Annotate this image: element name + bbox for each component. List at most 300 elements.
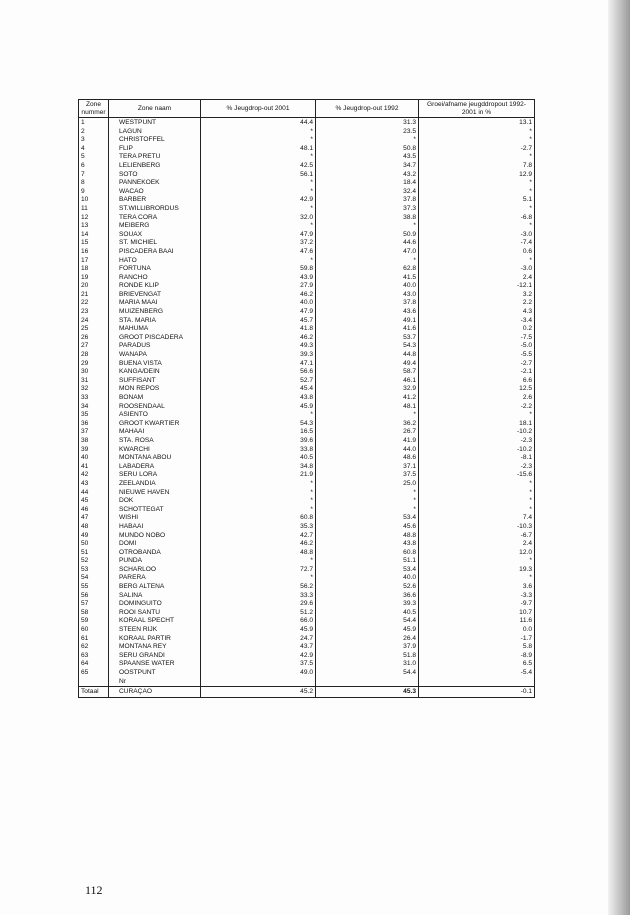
pct-2001-cell: 32.0 [201,214,316,223]
groei-cell: 4.3 [419,308,535,317]
zone-number-cell: 10 [79,196,109,205]
total-groei: -0.1 [419,687,535,698]
table-row [79,325,535,334]
pct-2001-cell: * [201,411,316,420]
pct-2001-cell: * [201,257,316,266]
groei-cell: 11.6 [419,617,535,626]
zone-name-cell: KORAAL SPECHT [109,617,201,626]
pct-2001-cell: 37.2 [201,239,316,248]
table-row [79,231,535,240]
pct-1992-cell: 48.1 [316,403,419,412]
zone-name-cell: MONTANA ABOU [109,454,201,463]
pct-1992-cell: 25.0 [316,480,419,489]
table-row [79,136,535,145]
table-row [79,214,535,223]
pct-1992-cell: 40.5 [316,609,419,618]
groei-cell: -7.5 [419,334,535,343]
table-row [79,540,535,549]
table-row [79,394,535,403]
groei-cell: * [419,574,535,583]
zone-number-cell: 63 [79,652,109,661]
zone-number-cell: 22 [79,299,109,308]
zone-number-cell: 64 [79,660,109,669]
table-row [79,592,535,601]
table-row [79,342,535,351]
zone-name-cell: DOK [109,497,201,506]
zone-name-cell: SUFFISANT [109,377,201,386]
groei-cell: 3.2 [419,291,535,300]
pct-2001-cell: * [201,153,316,162]
pct-2001-cell: 39.3 [201,351,316,360]
pct-1992-cell: 26.4 [316,635,419,644]
pct-1992-cell: 41.9 [316,437,419,446]
pct-2001-cell: 27.9 [201,282,316,291]
zone-name-cell: BARBER [109,196,201,205]
groei-cell: -15.6 [419,471,535,480]
pct-1992-cell: 48.8 [316,532,419,541]
groei-cell: -3.3 [419,592,535,601]
pct-2001-cell: * [201,128,316,137]
groei-cell: 13.1 [419,118,535,128]
header-pct-2001: % Jeugdrop-out 2001 [201,100,316,118]
pct-1992-cell: 40.0 [316,282,419,291]
zone-name-cell: WANAPA [109,351,201,360]
table-row [79,153,535,162]
pct-1992-cell: 44.6 [316,239,419,248]
pct-2001-cell: 42.5 [201,162,316,171]
pct-2001-cell: 51.2 [201,609,316,618]
zone-number-cell: 51 [79,549,109,558]
zone-name-cell: ROOSENDAAL [109,403,201,412]
pct-2001-cell: 52.7 [201,377,316,386]
pct-1992-cell: 53.4 [316,566,419,575]
groei-cell: -5.5 [419,351,535,360]
zone-number-cell: 50 [79,540,109,549]
pct-1992-cell: 18.4 [316,179,419,188]
zone-name-cell: CHRISTOFFEL [109,136,201,145]
zone-name-cell: SCHOTTEGAT [109,506,201,515]
table-row [79,480,535,489]
table-row [79,626,535,635]
zone-number-cell: 61 [79,635,109,644]
table-row [79,514,535,523]
pct-2001-cell: 59.8 [201,265,316,274]
table-row [79,454,535,463]
pct-2001-cell: * [201,205,316,214]
groei-cell: * [419,153,535,162]
groei-cell: -9.7 [419,600,535,609]
zone-name-cell: BONAM [109,394,201,403]
zone-number-cell: 3 [79,136,109,145]
groei-cell: -2.2 [419,403,535,412]
table-row [79,317,535,326]
pct-2001-cell: 56.2 [201,583,316,592]
zone-number-cell: 43 [79,480,109,489]
header-pct-1992: % Jeugdrop-out 1992 [316,100,419,118]
pct-1992-cell: 31.0 [316,660,419,669]
total-row [79,687,535,698]
zone-name-cell: WACAO [109,188,201,197]
table-row [79,351,535,360]
zone-name-cell: OOSTPUNT [109,669,201,678]
pct-1992-cell: * [316,222,419,231]
groei-cell: * [419,136,535,145]
pct-2001-cell: 42.9 [201,196,316,205]
zone-name-cell: SERU GRANDI [109,652,201,661]
pct-2001-cell: * [201,497,316,506]
zone-name-cell: RONDE KLIP [109,282,201,291]
zone-number-cell: 56 [79,592,109,601]
zone-name-cell: SOTO [109,171,201,180]
groei-cell: * [419,489,535,498]
groei-cell: 12.0 [419,549,535,558]
pct-1992-cell: 41.6 [316,325,419,334]
table-row [79,291,535,300]
zone-name-cell: PARADUS [109,342,201,351]
table-row [79,265,535,274]
zone-number-cell: 42 [79,471,109,480]
table-row [79,118,535,128]
zone-number-cell: 26 [79,334,109,343]
zone-number-cell: 48 [79,523,109,532]
zone-number-cell: 16 [79,248,109,257]
groei-cell: -10.3 [419,523,535,532]
groei-cell: * [419,480,535,489]
zone-name-cell: OTROBANDA [109,549,201,558]
groei-cell: 6.6 [419,377,535,386]
groei-cell: * [419,557,535,566]
zone-name-cell: KANGA/DEIN [109,368,201,377]
pct-2001-cell: 42.7 [201,532,316,541]
groei-cell: -3.0 [419,265,535,274]
pct-1992-cell: 23.5 [316,128,419,137]
zone-name-cell: ROOI SANTU [109,609,201,618]
pct-2001-cell: 45.9 [201,403,316,412]
zone-number-cell: 49 [79,532,109,541]
pct-2001-cell: 43.9 [201,274,316,283]
pct-1992-cell: 45.9 [316,626,419,635]
groei-cell: 2.6 [419,394,535,403]
table-row [79,196,535,205]
pct-1992-cell: 48.6 [316,454,419,463]
zone-name-cell: KORAAL PARTIR [109,635,201,644]
groei-cell: 2.2 [419,299,535,308]
zone-name-cell: GROOT KWARTIER [109,420,201,429]
groei-cell: -3.4 [419,317,535,326]
zone-number-cell: 47 [79,514,109,523]
zone-number-cell: 52 [79,557,109,566]
pct-1992-cell: 26.7 [316,428,419,437]
pct-1992-cell: * [316,506,419,515]
table-row [79,420,535,429]
groei-cell: -2.1 [419,368,535,377]
pct-1992-cell: 46.1 [316,377,419,386]
zone-number-cell: 5 [79,153,109,162]
pct-1992-cell: 40.0 [316,574,419,583]
zone-number-cell: 19 [79,274,109,283]
zone-name-cell: ZEELANDIA [109,480,201,489]
zone-name-cell: MAHAAI [109,428,201,437]
zone-number-cell: 41 [79,463,109,472]
groei-cell: * [419,128,535,137]
zone-name-cell: MUIZENBERG [109,308,201,317]
pct-1992-cell: 54.4 [316,617,419,626]
zone-name-cell: MON REPOS [109,385,201,394]
pct-2001-cell: * [201,179,316,188]
pct-2001-cell: 40.5 [201,454,316,463]
pct-1992-cell: 37.9 [316,643,419,652]
zone-number-cell: 8 [79,179,109,188]
groei-cell: * [419,506,535,515]
pct-1992-cell: 43.2 [316,171,419,180]
table-row [79,171,535,180]
zone-number-cell: 29 [79,360,109,369]
groei-cell: 18.1 [419,420,535,429]
zone-number-cell: 17 [79,257,109,266]
table-row [79,574,535,583]
pct-2001-cell: 43.8 [201,394,316,403]
pct-2001-cell: 24.7 [201,635,316,644]
table-row [79,660,535,669]
zone-number-cell: 11 [79,205,109,214]
zone-number-cell: 60 [79,626,109,635]
pct-1992-cell: 32.4 [316,188,419,197]
table-row [79,549,535,558]
groei-cell: 12.5 [419,385,535,394]
table-row [79,532,535,541]
table-row [79,257,535,266]
zone-number-cell: 13 [79,222,109,231]
pct-1992-cell: 54.3 [316,342,419,351]
zone-name-cell: FLIP [109,145,201,154]
zone-name-cell: Nr [109,678,201,687]
pct-2001-cell: * [201,557,316,566]
groei-cell: 2.4 [419,274,535,283]
zone-number-cell: 38 [79,437,109,446]
pct-2001-cell: 47.9 [201,308,316,317]
groei-cell: -6.7 [419,532,535,541]
groei-cell: -12.1 [419,282,535,291]
pct-1992-cell: 43.8 [316,540,419,549]
pct-1992-cell: 51.8 [316,652,419,661]
zone-number-cell [79,678,109,687]
zone-name-cell: PANNEKOEK [109,179,201,188]
zone-name-cell: BUENA VISTA [109,360,201,369]
groei-cell: 0.2 [419,325,535,334]
zone-name-cell: NIEUWE HAVEN [109,489,201,498]
pct-2001-cell: 54.3 [201,420,316,429]
zone-number-cell: 15 [79,239,109,248]
groei-cell: -5.4 [419,669,535,678]
zone-name-cell: ST.WILLIBRORDUS [109,205,201,214]
pct-2001-cell: 34.8 [201,463,316,472]
groei-cell: -2.3 [419,463,535,472]
pct-2001-cell: 39.6 [201,437,316,446]
zone-number-cell: 32 [79,385,109,394]
zone-number-cell: 6 [79,162,109,171]
zone-name-cell: LELIENBERG [109,162,201,171]
pct-1992-cell: 49.4 [316,360,419,369]
pct-1992-cell: 45.6 [316,523,419,532]
pct-1992-cell: 41.5 [316,274,419,283]
pct-2001-cell: 43.7 [201,643,316,652]
groei-cell: 3.6 [419,583,535,592]
pct-1992-cell: 37.8 [316,196,419,205]
table-row [79,145,535,154]
pct-2001-cell: 16.5 [201,428,316,437]
zone-number-cell: 4 [79,145,109,154]
pct-1992-cell: 36.2 [316,420,419,429]
pct-1992-cell: 49.1 [316,317,419,326]
groei-cell: -2.3 [419,437,535,446]
total-pct-2001: 45.2 [201,687,316,698]
zone-name-cell: MARIA MAAI [109,299,201,308]
pct-1992-cell: 38.8 [316,214,419,223]
pct-2001-cell: 40.0 [201,299,316,308]
pct-1992-cell [316,678,419,687]
table-body [79,118,535,687]
table-row [79,583,535,592]
zone-name-cell: DOMINGUITO [109,600,201,609]
table-row [79,205,535,214]
pct-1992-cell: 37.3 [316,205,419,214]
table-row [79,463,535,472]
table-row [79,299,535,308]
pct-1992-cell: 31.3 [316,118,419,128]
table-row [79,128,535,137]
zone-number-cell: 55 [79,583,109,592]
pct-2001-cell: 47.9 [201,231,316,240]
table-row [79,308,535,317]
groei-cell: -7.4 [419,239,535,248]
total-label: Totaal [79,687,109,698]
groei-cell: -3.0 [419,231,535,240]
table-row [79,162,535,171]
zone-number-cell: 12 [79,214,109,223]
pct-1992-cell: 43.5 [316,153,419,162]
zone-number-cell: 31 [79,377,109,386]
zone-number-cell: 1 [79,118,109,128]
table-row [79,635,535,644]
zone-number-cell: 40 [79,454,109,463]
table-row [79,428,535,437]
groei-cell: 0.6 [419,248,535,257]
header-groei: Groei/afname jeugddropout 1992-2001 in % [419,100,535,118]
zone-name-cell: SPAANSE WATER [109,660,201,669]
pct-2001-cell: 48.1 [201,145,316,154]
zone-number-cell: 30 [79,368,109,377]
pct-1992-cell: 54.4 [316,669,419,678]
groei-cell: -10.2 [419,428,535,437]
zone-number-cell: 25 [79,325,109,334]
groei-cell: 10.7 [419,609,535,618]
table-row [79,678,535,687]
zone-name-cell: LAGUN [109,128,201,137]
zone-name-cell: PUNDA [109,557,201,566]
pct-1992-cell: 43.6 [316,308,419,317]
zone-number-cell: 59 [79,617,109,626]
table-row [79,360,535,369]
pct-2001-cell: 42.9 [201,652,316,661]
pct-1992-cell: * [316,497,419,506]
pct-2001-cell: 56.6 [201,368,316,377]
zone-name-cell: TERA CORA [109,214,201,223]
pct-2001-cell: 35.3 [201,523,316,532]
pct-2001-cell: 49.3 [201,342,316,351]
pct-2001-cell: 45.4 [201,385,316,394]
zone-name-cell: BRIEVENGAT [109,291,201,300]
pct-1992-cell: 51.1 [316,557,419,566]
pct-2001-cell [201,678,316,687]
pct-2001-cell: 72.7 [201,566,316,575]
zone-number-cell: 14 [79,231,109,240]
zone-name-cell: SERU LORA [109,471,201,480]
table-row [79,497,535,506]
pct-1992-cell: * [316,411,419,420]
pct-1992-cell: 37.1 [316,463,419,472]
pct-2001-cell: 21.9 [201,471,316,480]
zone-name-cell: STEEN RIJK [109,626,201,635]
pct-1992-cell: 50.8 [316,145,419,154]
groei-cell: -2.7 [419,145,535,154]
zone-name-cell: SCHARLOO [109,566,201,575]
pct-2001-cell: 33.8 [201,446,316,455]
zone-number-cell: 37 [79,428,109,437]
zone-number-cell: 45 [79,497,109,506]
zone-name-cell: TERA PRETU [109,153,201,162]
groei-cell: -6.8 [419,214,535,223]
groei-cell: -8.1 [419,454,535,463]
table-row [79,600,535,609]
table-row [79,669,535,678]
zone-number-cell: 58 [79,609,109,618]
zone-name-cell: DOMI [109,540,201,549]
header-zone-nummer: Zone nummer [79,100,109,118]
zone-name-cell: GROOT PISCADERA [109,334,201,343]
table-row [79,652,535,661]
table-row [79,437,535,446]
zone-name-cell: WISHI [109,514,201,523]
pct-2001-cell: 37.5 [201,660,316,669]
pct-2001-cell: 60.8 [201,514,316,523]
pct-1992-cell: 44.0 [316,446,419,455]
pct-1992-cell: 47.0 [316,248,419,257]
pct-2001-cell: 33.3 [201,592,316,601]
zone-number-cell: 53 [79,566,109,575]
zone-number-cell: 9 [79,188,109,197]
pct-1992-cell: 36.6 [316,592,419,601]
groei-cell: -1.7 [419,635,535,644]
pct-1992-cell: 34.7 [316,162,419,171]
table-row [79,643,535,652]
zone-name-cell: MUNDO NOBO [109,532,201,541]
table-row [79,471,535,480]
zone-name-cell: MAHUMA [109,325,201,334]
zone-number-cell: 33 [79,394,109,403]
table-row [79,609,535,618]
groei-cell: -10.2 [419,446,535,455]
pct-1992-cell: 50.9 [316,231,419,240]
table-row [79,282,535,291]
table-row [79,377,535,386]
pct-1992-cell: * [316,489,419,498]
table-row [79,617,535,626]
pct-1992-cell: * [316,257,419,266]
zone-number-cell: 18 [79,265,109,274]
zone-number-cell: 44 [79,489,109,498]
groei-cell: 5.1 [419,196,535,205]
table-row [79,385,535,394]
